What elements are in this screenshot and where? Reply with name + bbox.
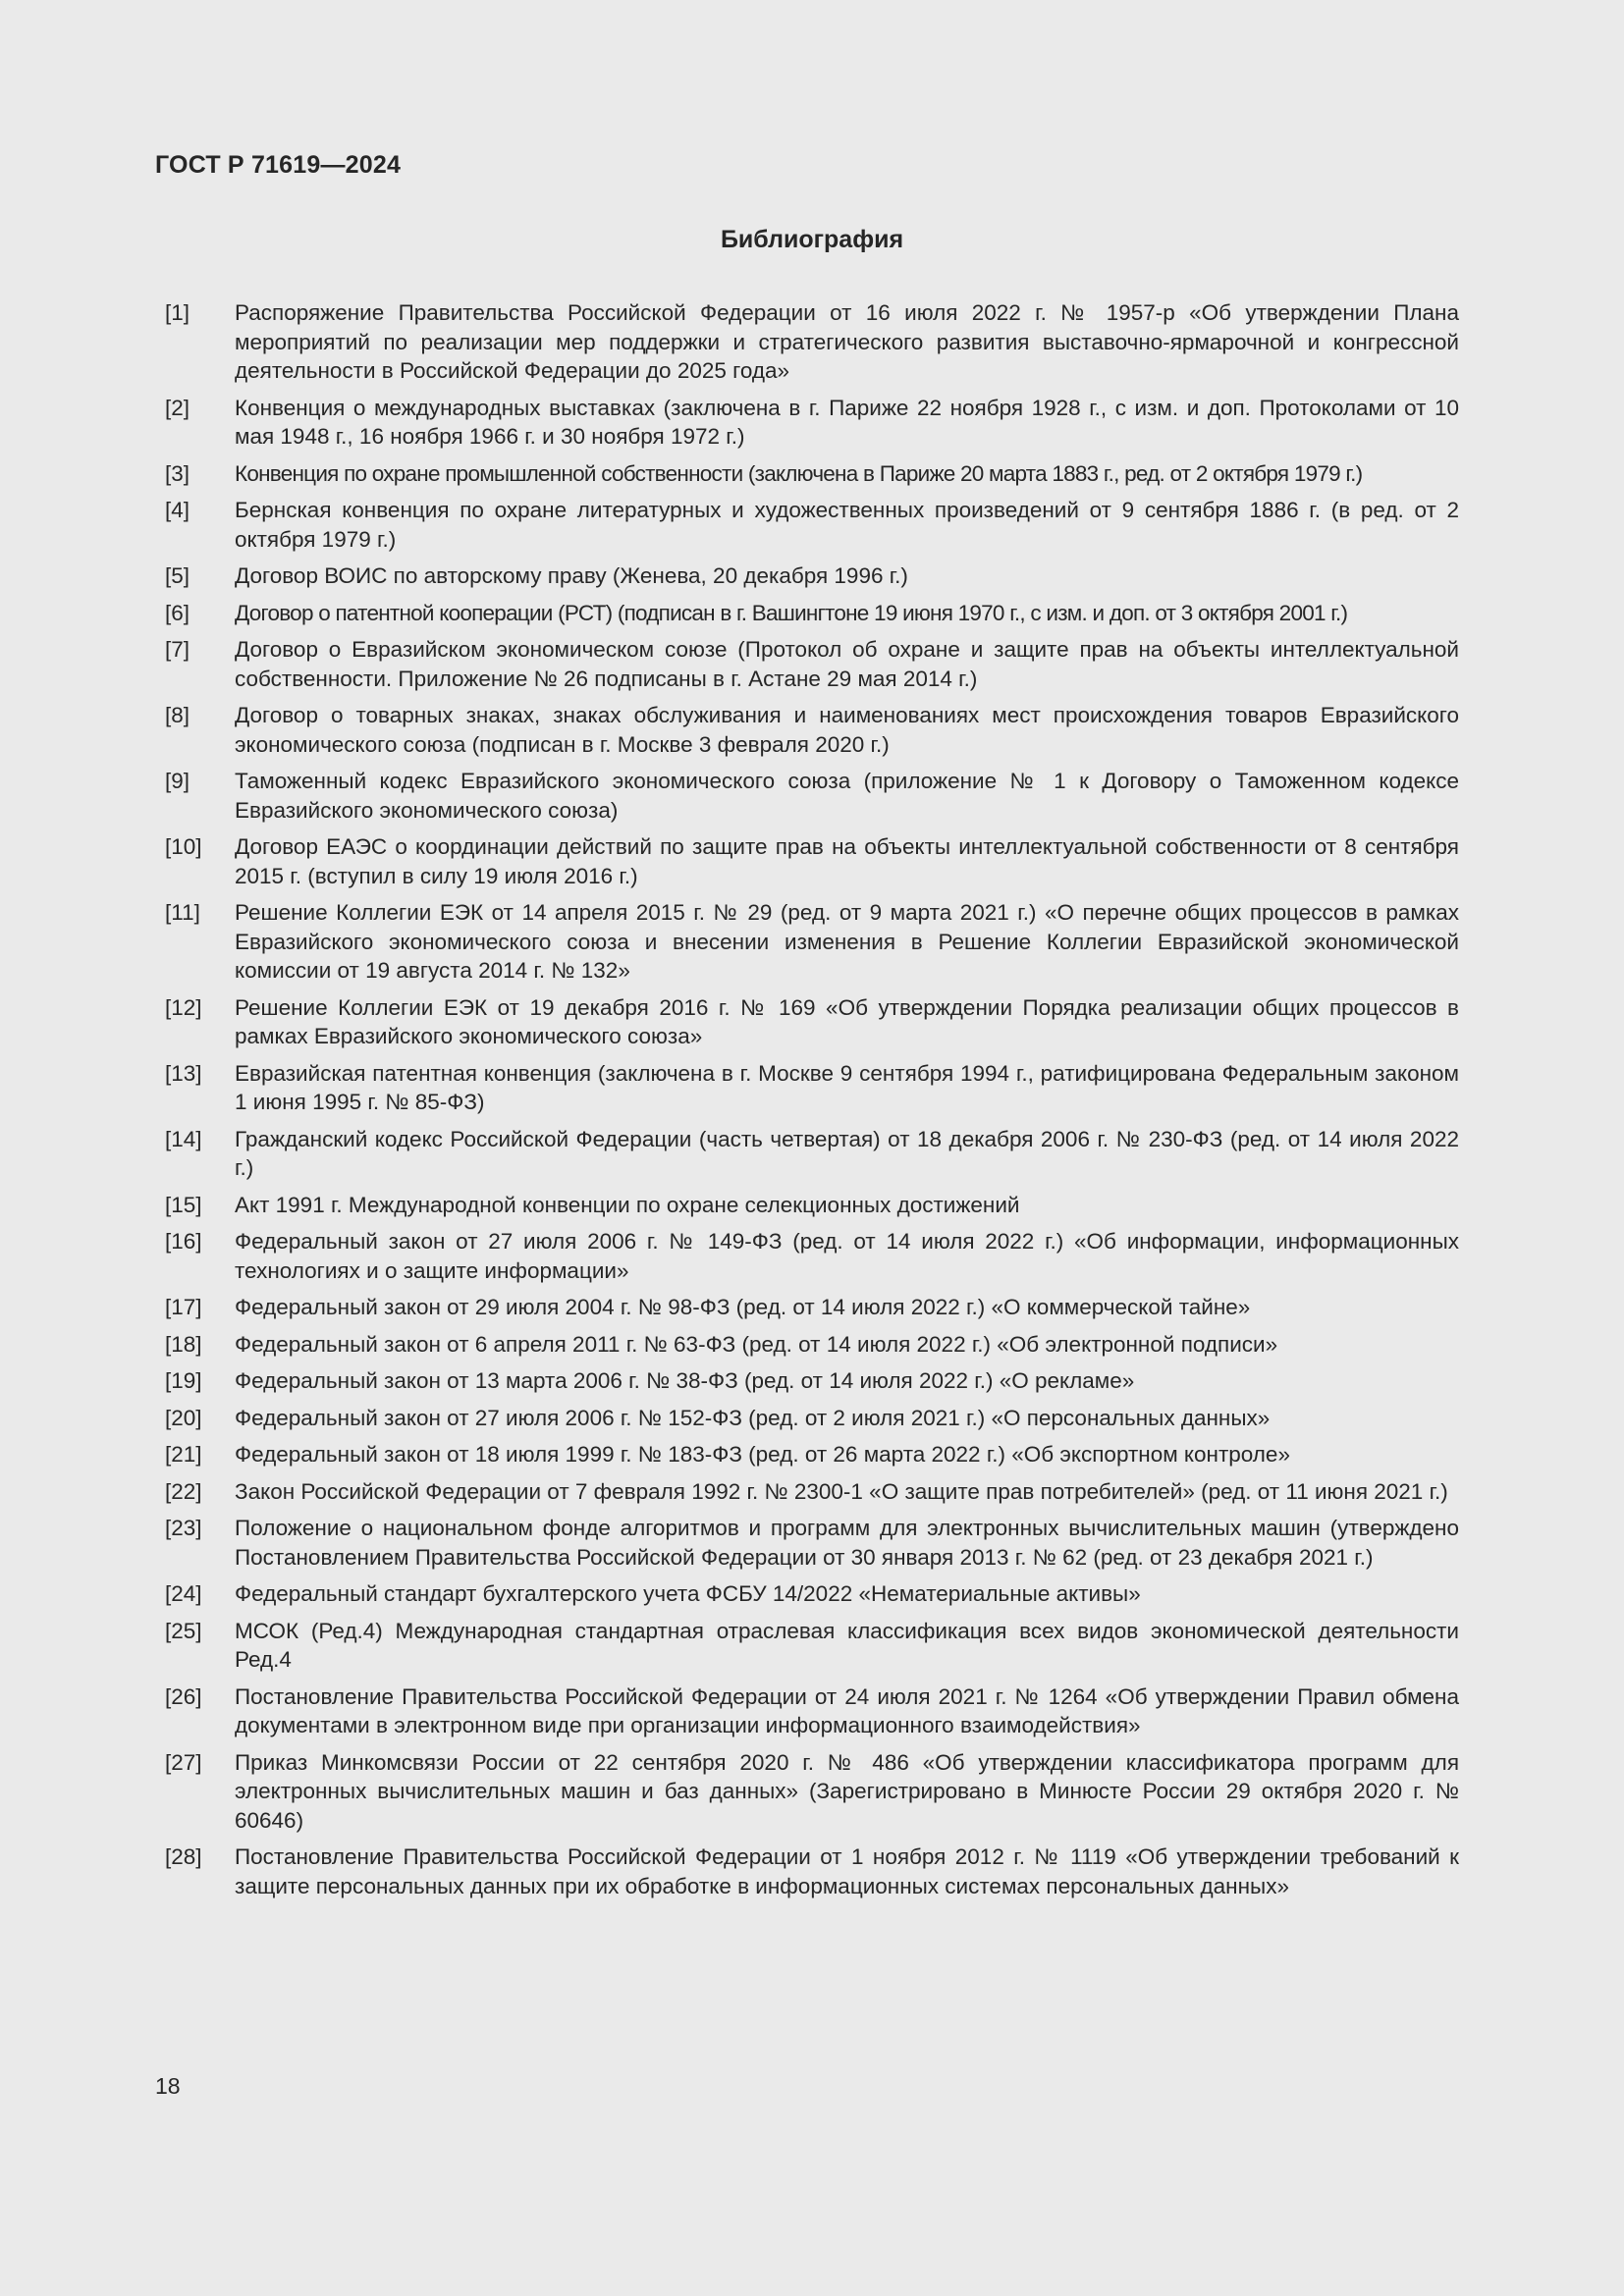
bibliography-entry-number: [28] [165,1844,202,1869]
bibliography-entry [165,701,1459,759]
bibliography-entry [165,561,1459,591]
document-code: ГОСТ Р 71619—2024 [155,151,402,179]
bibliography-entry-text: Договор о патентной кооперации (РСТ) (подписан в г. Вашингтоне 19 июня 1970 г., с изм. и доп. от 3 октября 2001 г.) [235,600,1348,625]
bibliography-entry-text: Таможенный кодекс Евразийского экономического союза (приложение № 1 к Договору о Таможенном кодексе Евразийского экономического союза) [235,769,1459,823]
bibliography-entry-number: [5] [165,563,190,588]
bibliography-entry-text: Федеральный закон от 18 июля 1999 г. № 183-ФЗ (ред. от 26 марта 2022 г.) «Об экспортном контроле» [235,1442,1290,1467]
bibliography-entry-number: [26] [165,1683,202,1709]
bibliography-entry [165,459,1459,489]
bibliography-entry-number: [19] [165,1368,202,1393]
bibliography-entry-text: Договор ЕАЭС о координации действий по защите прав на объекты интеллектуальной собственности от 8 сентября 2015 г. (вступил в силу 19 июля 2016 г.) [235,834,1459,888]
bibliography-entry-number: [15] [165,1192,202,1217]
bibliography-entry-number: [23] [165,1516,202,1540]
bibliography-entry [165,1059,1459,1117]
bibliography-entry-text: МСОК (Ред.4) Международная стандартная отраслевая классификация всех видов экономической деятельности Ред.4 [235,1618,1459,1672]
bibliography-entry-text: Договор о товарных знаках, знаках обслуживания и наименованиях мест происхождения товаров Евразийского экономического союза (подписан в г. Москве 3 февраля 2020 г.) [235,703,1459,757]
bibliography-entry-number: [12] [165,994,202,1020]
bibliography-entry [165,832,1459,890]
bibliography-entry [165,1842,1459,1900]
bibliography-entry [165,1404,1459,1433]
bibliography-entry-text: Конвенция по охране промышленной собственности (заключена в Париже 20 марта 1883 г., ред. от 2 октября 1979 г.) [235,460,1363,486]
bibliography-entry [165,635,1459,693]
bibliography-entry-text: Решение Коллегии ЕЭК от 19 декабря 2016 г. № 169 «Об утверждении Порядка реализации общих процессов в рамках Евразийского экономического союза» [235,994,1459,1048]
bibliography-entry-text: Бернская конвенция по охране литературных и художественных произведений от 9 сентября 1886 г. (в ред. от 2 октября 1979 г.) [235,498,1459,552]
bibliography-entry [165,1748,1459,1836]
bibliography-entry-text: Федеральный закон от 6 апреля 2011 г. № 63-ФЗ (ред. от 14 июля 2022 г.) «Об электронной подписи» [235,1331,1278,1357]
bibliography-entry [165,1440,1459,1469]
bibliography-entry-number: [11] [165,900,200,925]
bibliography-entry [165,1477,1459,1507]
bibliography-entry-text: Договор ВОИС по авторскому праву (Женева, 20 декабря 1996 г.) [235,563,908,588]
bibliography-entry-text: Приказ Минкомсвязи России от 22 сентября 2020 г. № 486 «Об утверждении классификатора программ для электронных вычислительных машин и баз данных» (Зарегистрировано в Минюсте России 29 октября 2020 г. № 60646) [235,1749,1459,1833]
page-number: 18 [155,2073,181,2099]
bibliography-entry-text: Федеральный стандарт бухгалтерского учета ФСБУ 14/2022 «Нематериальные активы» [235,1581,1141,1606]
bibliography-entry-number: [25] [165,1618,202,1643]
bibliography-entry [165,1617,1459,1675]
bibliography-entry-number: [21] [165,1442,202,1467]
bibliography-list [165,298,1459,1908]
bibliography-entry [165,767,1459,825]
bibliography-entry-number: [24] [165,1581,202,1606]
bibliography-entry-number: [2] [165,395,190,420]
bibliography-entry [165,394,1459,452]
bibliography-entry [165,1293,1459,1322]
bibliography-entry-text: Акт 1991 г. Международной конвенции по охране селекционных достижений [235,1192,1020,1217]
bibliography-entry-text: Федеральный закон от 27 июля 2006 г. № 152-ФЗ (ред. от 2 июля 2021 г.) «О персональных данных» [235,1405,1271,1430]
bibliography-entry [165,1514,1459,1572]
bibliography-entry [165,993,1459,1051]
bibliography-entry-number: [13] [165,1060,202,1086]
bibliography-entry [165,496,1459,554]
bibliography-entry-text: Гражданский кодекс Российской Федерации (часть четвертая) от 18 декабря 2006 г. № 230-ФЗ (ред. от 14 июля 2022 г.) [235,1126,1459,1180]
bibliography-entry-text: Евразийская патентная конвенция (заключена в г. Москве 9 сентября 1994 г., ратифицирована Федеральным законом 1 июня 1995 г. № 85-ФЗ) [235,1060,1459,1114]
bibliography-entry [165,599,1459,628]
bibliography-entry [165,1125,1459,1183]
bibliography-entry-number: [10] [165,834,202,859]
bibliography-entry-number: [20] [165,1405,202,1430]
bibliography-entry-number: [6] [165,600,190,625]
bibliography-entry-number: [3] [165,460,190,486]
bibliography-entry [165,1227,1459,1285]
bibliography-entry [165,1579,1459,1609]
bibliography-entry-text: Федеральный закон от 29 июля 2004 г. № 98-ФЗ (ред. от 14 июля 2022 г.) «О коммерческой тайне» [235,1295,1251,1319]
bibliography-entry [165,1191,1459,1220]
bibliography-entry [165,1682,1459,1740]
bibliography-entry-number: [22] [165,1478,202,1504]
bibliography-entry-number: [16] [165,1229,202,1254]
bibliography-entry [165,898,1459,986]
bibliography-entry-text: Федеральный закон от 27 июля 2006 г. № 149-ФЗ (ред. от 14 июля 2022 г.) «Об информации, информационных технологиях и о защите информации» [235,1229,1459,1283]
bibliography-entry-text: Закон Российской Федерации от 7 февраля 1992 г. № 2300-1 «О защите прав потребителей» (ред. от 11 июня 2021 г.) [235,1478,1448,1504]
bibliography-entry-text: Распоряжение Правительства Российской Федерации от 16 июля 2022 г. № 1957-р «Об утверждении Плана мероприятий по реализации мер поддержки и стратегического развития выставочно-ярмарочной и конгрессной деятельности в Российской Федерации до 2025 года» [235,300,1459,383]
bibliography-entry-text: Федеральный закон от 13 марта 2006 г. № 38-ФЗ (ред. от 14 июля 2022 г.) «О рекламе» [235,1368,1135,1393]
bibliography-entry-number: [14] [165,1126,202,1151]
bibliography-entry-number: [7] [165,637,190,662]
bibliography-entry [165,1330,1459,1360]
bibliography-entry-number: [8] [165,703,190,727]
bibliography-entry-text: Положение о национальном фонде алгоритмов и программ для электронных вычислительных машин (утверждено Постановлением Правительства Российской Федерации от 30 января 2013 г. № 62 (ред. от 23 декабря 2021 г.) [235,1516,1459,1570]
bibliography-entry-number: [9] [165,769,190,793]
bibliography-entry-number: [4] [165,498,190,522]
section-title: Библиография [720,226,904,253]
bibliography-entry-text: Договор о Евразийском экономическом союзе (Протокол об охране и защите прав на объекты интеллектуальной собственности. Приложение № 26 подписаны в г. Астане 29 мая 2014 г.) [235,637,1459,691]
bibliography-entry-text: Постановление Правительства Российской Федерации от 1 ноября 2012 г. № 1119 «Об утверждении требований к защите персональных данных при их обработке в информационных системах персональных данных» [235,1844,1459,1898]
bibliography-entry [165,298,1459,386]
bibliography-entry-number: [18] [165,1331,202,1357]
bibliography-entry-text: Конвенция о международных выставках (заключена в г. Париже 22 ноября 1928 г., с изм. и доп. Протоколами от 10 мая 1948 г., 16 ноября 1966 г. и 30 ноября 1972 г.) [235,395,1459,449]
bibliography-entry-number: [1] [165,300,190,325]
bibliography-entry-number: [27] [165,1749,202,1775]
bibliography-entry [165,1366,1459,1396]
bibliography-entry-text: Постановление Правительства Российской Федерации от 24 июля 2021 г. № 1264 «Об утверждении Правил обмена документами в электронном виде при организации информационного взаимодействия» [235,1683,1459,1737]
bibliography-entry-number: [17] [165,1295,202,1319]
bibliography-entry-text: Решение Коллегии ЕЭК от 14 апреля 2015 г. № 29 (ред. от 9 марта 2021 г.) «О перечне общих процессов в рамках Евразийского экономического союза и внесении изменения в Решение Коллегии Евразийской экономической комиссии от 19 августа 2014 г. № 132» [235,900,1459,983]
